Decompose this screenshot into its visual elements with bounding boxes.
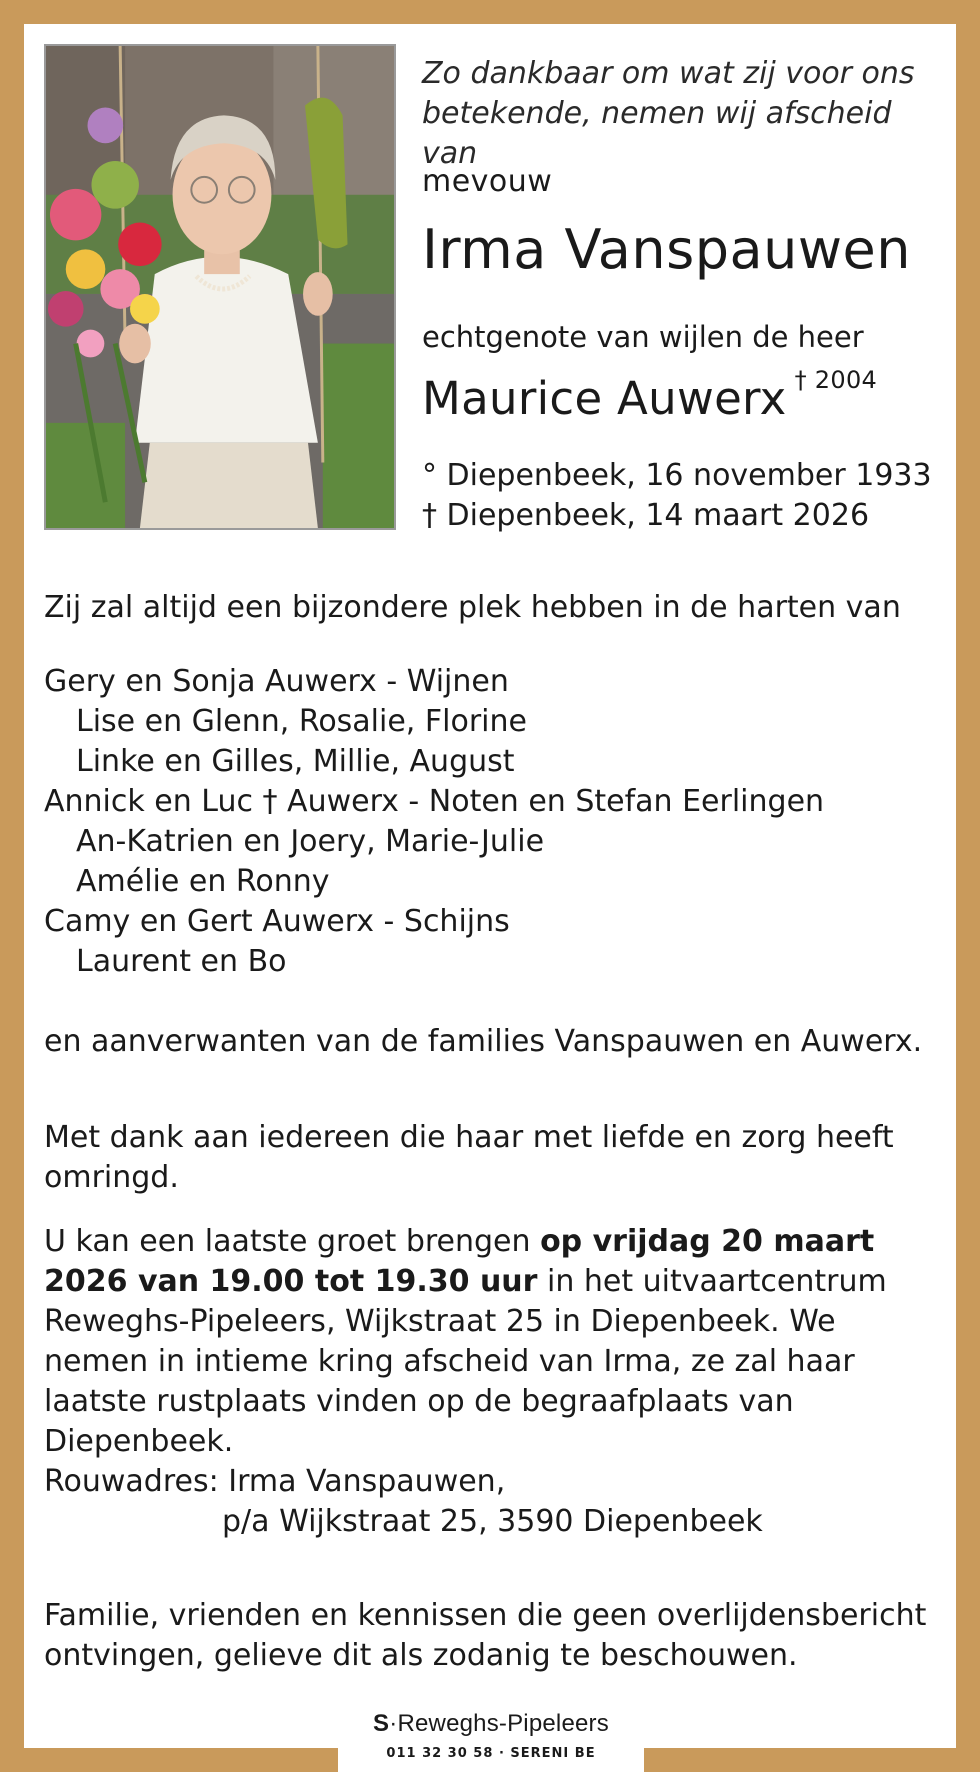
brand-logo-mark: S xyxy=(373,1710,390,1737)
spouse-intro: echtgenote van wijlen de heer xyxy=(422,320,864,354)
family-member: Laurent en Bo xyxy=(76,944,287,979)
portrait-image xyxy=(46,46,394,528)
farewell-post: in het uitvaartcentrum Reweghs-Pipeleers, Wijkstraat 25 in Diepenbeek. We nemen in intieme kring afscheid van Irma, ze zal haar laatste rustplaats vinden op de begraafplaats van Diepenbeek. xyxy=(44,1264,887,1459)
death-date: † Diepenbeek, 14 maart 2026 xyxy=(422,498,870,533)
closing-text: Familie, vrienden en kennissen die geen overlijdensbericht ontvingen, gelieve dit als zodanig te beschouwen. xyxy=(44,1598,927,1673)
farewell-pre: U kan een laatste groet brengen xyxy=(44,1224,541,1259)
deceased-name: Irma Vanspauwen xyxy=(422,218,911,281)
family-member: Linke en Gilles, Millie, August xyxy=(76,744,515,779)
website: SERENI BE xyxy=(510,1746,596,1761)
contact-separator: · xyxy=(498,1746,505,1761)
hearts-line: Zij zal altijd een bijzondere plek hebben in de harten van xyxy=(44,590,901,625)
family-member: An-Katrien en Joery, Marie-Julie xyxy=(76,824,545,859)
family-member: Camy en Gert Auwerx - Schijns xyxy=(44,904,510,939)
address-label: Rouwadres: Irma Vanspauwen, xyxy=(44,1464,506,1499)
brand-dot: · xyxy=(389,1710,398,1737)
portrait-photo xyxy=(44,44,396,530)
farewell-text xyxy=(44,1222,934,1462)
title-word: mevouw xyxy=(422,164,553,199)
family-member: Amélie en Ronny xyxy=(76,864,330,899)
family-member: Lise en Glenn, Rosalie, Florine xyxy=(76,704,527,739)
phone-number: 011 32 30 58 xyxy=(386,1746,494,1761)
birth-date: ° Diepenbeek, 16 november 1933 xyxy=(422,458,932,493)
spouse-line xyxy=(422,366,877,425)
address-line: p/a Wijkstraat 25, 3590 Diepenbeek xyxy=(222,1504,763,1539)
life-dates xyxy=(422,456,932,536)
funeral-home-contact xyxy=(338,1746,644,1761)
family-list xyxy=(44,662,944,982)
thanks-text: Met dank aan iedereen die haar met liefde en zorg heeft omringd. xyxy=(44,1120,894,1195)
relatives-line: en aanverwanten van de families Vanspauwen en Auwerx. xyxy=(44,1024,923,1059)
funeral-home-footer xyxy=(338,1700,644,1772)
family-member: Annick en Luc † Auwerx - Noten en Stefan Eerlingen xyxy=(44,784,825,819)
farewell-time: op vrijdag 20 maart 2026 van 19.00 tot 19.30 uur xyxy=(44,1224,875,1299)
brand-name: Reweghs-Pipeleers xyxy=(397,1710,609,1737)
intro-text: Zo dankbaar om wat zij voor ons betekende, nemen wij afscheid van xyxy=(422,56,915,171)
funeral-home-brand xyxy=(338,1710,644,1738)
spouse-name: Maurice Auwerx xyxy=(422,372,787,425)
mourning-address xyxy=(44,1462,944,1542)
spouse-death-mark: † 2004 xyxy=(794,366,878,394)
family-member: Gery en Sonja Auwerx - Wijnen xyxy=(44,664,509,699)
